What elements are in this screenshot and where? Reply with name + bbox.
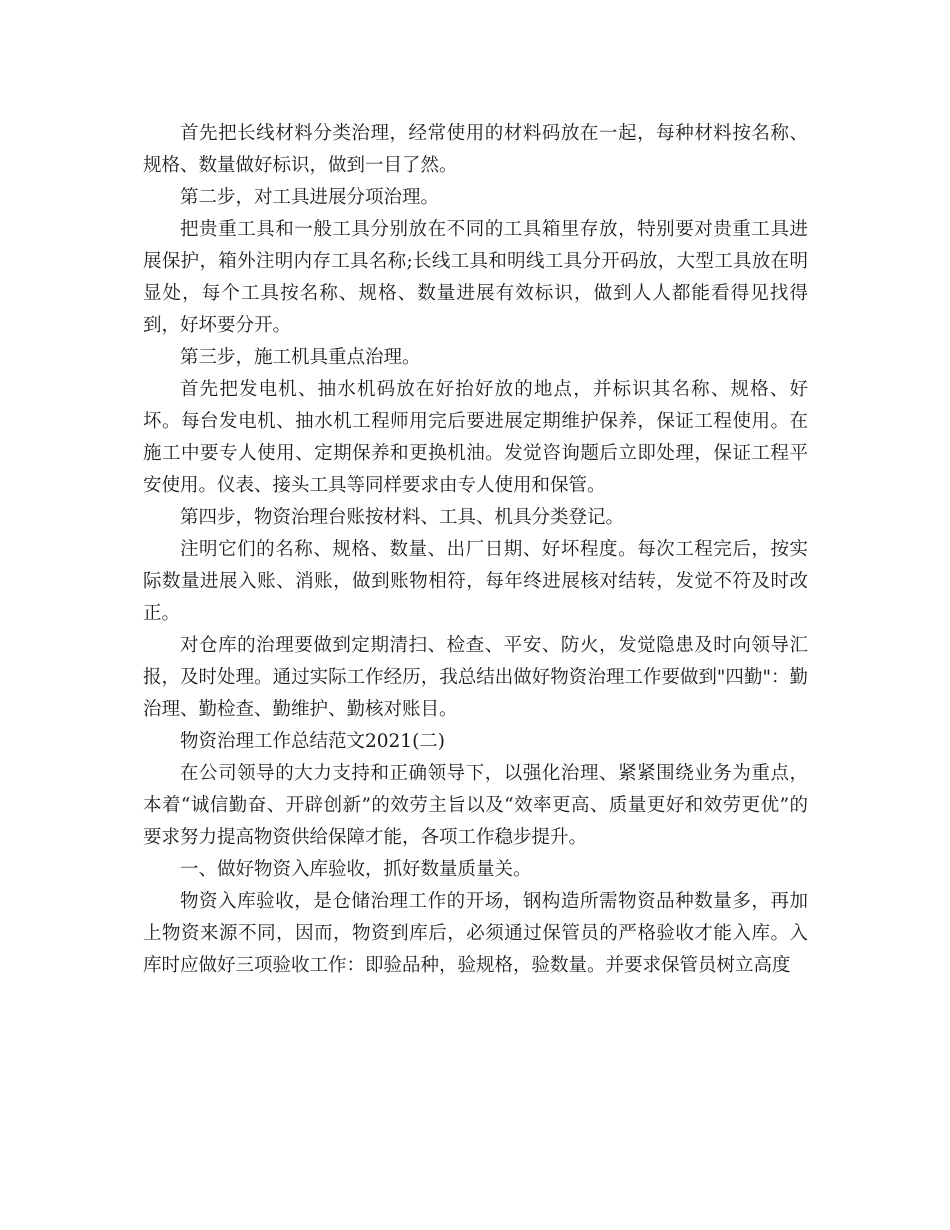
paragraph: 在公司领导的大力支持和正确领导下，以强化治理、紧紧围绕业务为重点，本着“诚信勤奋、开辟创新”的效劳主旨以及“效率更高、质量更好和效劳更优”的要求努力提高物资供给保障才能，各项工作稳步提升。 (143, 763, 808, 848)
paragraph: 对仓库的治理要做到定期清扫、检查、平安、防火，发觉隐患及时向领导汇报，及时处理。通过实际工作经历，我总结出做好物资治理工作要做到"四勤"：勤治理、勤检查、勤维护、勤核对账目。 (143, 635, 808, 720)
paragraph: 第四步，物资治理台账按材料、工具、机具分类登记。 (180, 507, 625, 528)
paragraph: 一、做好物资入库验收，抓好数量质量关。 (180, 859, 532, 880)
paragraph: 第二步，对工具进展分项治理。 (180, 187, 440, 208)
document-body (143, 118, 808, 982)
paragraph: 注明它们的名称、规格、数量、出厂日期、好坏程度。每次工程完后，按实际数量进展入账、消账，做到账物相符，每年终进展核对结转，发觉不符及时改正。 (143, 539, 808, 624)
paragraph: 物资入库验收，是仓储治理工作的开场，钢构造所需物资品种数量多，再加上物资来源不同，因而，物资到库后，必须通过保管员的严格验收才能入库。入库时应做好三项验收工作：即验品种，验规格，验数量。并要求保管员树立高度 (143, 891, 808, 976)
paragraph: 第三步，施工机具重点治理。 (180, 347, 421, 368)
section-title: 物资治理工作总结范文2021(二) (180, 731, 446, 752)
paragraph: 首先把长线材料分类治理，经常使用的材料码放在一起，每种材料按名称、规格、数量做好标识，做到一目了然。 (143, 123, 808, 176)
paragraph: 首先把发电机、抽水机码放在好抬好放的地点，并标识其名称、规格、好坏。每台发电机、抽水机工程师用完后要进展定期维护保养，保证工程使用。在施工中要专人使用、定期保养和更换机油。发觉咨询题后立即处理，保证工程平安使用。仪表、接头工具等同样要求由专人使用和保管。 (143, 379, 808, 496)
paragraph: 把贵重工具和一般工具分别放在不同的工具箱里存放，特别要对贵重工具进展保护，箱外注明内存工具名称;长线工具和明线工具分开码放，大型工具放在明显处，每个工具按名称、规格、数量进展有效标识，做到人人都能看得见找得到，好坏要分开。 (143, 219, 808, 336)
